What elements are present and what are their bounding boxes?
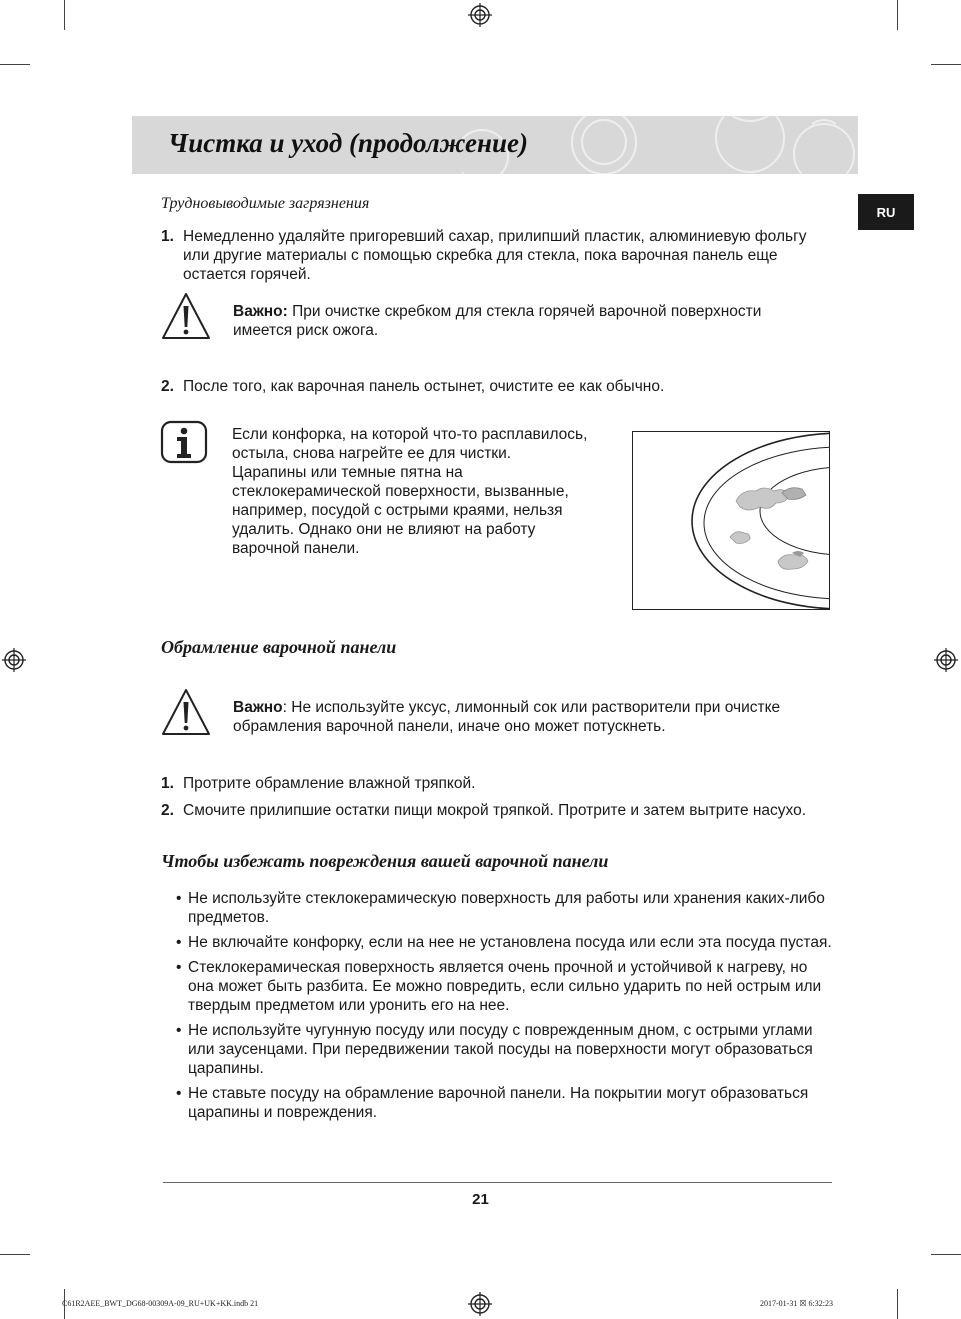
text-line: удалить. Однако они не влияют на работу <box>232 521 536 538</box>
text-line: остыла, снова нагрейте ее для чистки. <box>232 445 512 462</box>
language-tab: RU <box>858 194 914 230</box>
warning-icon <box>160 687 212 737</box>
header-band <box>132 116 858 174</box>
crop-mark <box>897 1289 898 1319</box>
registration-mark-icon <box>468 1292 492 1316</box>
step-text: Смочите прилипшие остатки пищи мокрой тряпкой. Протрите и затем вытрите насухо. <box>183 802 807 819</box>
info-text <box>232 425 587 558</box>
warning-line: имеется риск ожога. <box>233 322 379 339</box>
registration-mark-icon <box>2 648 26 672</box>
section-heading: Чтобы избежать повреждения вашей варочной панели <box>161 851 609 871</box>
step-text: После того, как варочная панель остынет, очистите ее как обычно. <box>183 378 665 395</box>
section-heading: Трудновыводимые загрязнения <box>161 195 370 212</box>
text-line: Немедленно удаляйте пригоревший сахар, прилипший пластик, алюминиевую фольгу <box>183 228 807 245</box>
step-number: 1. <box>161 228 174 245</box>
info-icon <box>160 420 208 464</box>
cooktop-illustration <box>632 431 830 610</box>
registration-mark-icon <box>468 3 492 27</box>
list-item: • Не используйте чугунную посуду или посуду с поврежденным дном, с острыми углами или заусенцами. При передвижении такой посуды на поверхности могут образоваться царапины. <box>175 1021 835 1078</box>
warning-line: : Не используйте уксус, лимонный сок или растворители при очистке <box>282 699 781 716</box>
text-line: Если конфорка, на которой что-то расплавилось, <box>232 426 588 443</box>
warning-text <box>233 698 780 736</box>
crop-mark <box>0 1254 30 1255</box>
warning-line: При очистке скребком для стекла горячей варочной поверхности <box>292 303 762 320</box>
list-item: • Не используйте стеклокерамическую поверхность для работы или хранения каких-либо предметов. <box>175 889 835 927</box>
text-line: Царапины или темные пятна на <box>232 464 463 481</box>
step-text: Протрите обрамление влажной тряпкой. <box>183 775 476 792</box>
text-line: стеклокерамической поверхности, вызванные, <box>232 483 569 500</box>
list-item: • Не ставьте посуду на обрамление варочной панели. На покрытии могут образоваться царапины и повреждения. <box>175 1084 835 1122</box>
page-title: Чистка и уход (продолжение) <box>168 128 529 158</box>
section-heading: Обрамление варочной панели <box>161 637 397 657</box>
warning-line: обрамления варочной панели, иначе оно может потускнеть. <box>233 718 666 735</box>
warning-icon <box>160 291 212 341</box>
step-text <box>183 227 806 284</box>
crop-mark <box>0 64 30 65</box>
warning-text <box>233 302 761 340</box>
footer-file-info: C61R2AEE_BWT_DG68-00309A-09_RU+UK+KK.indb 21 <box>62 1299 259 1308</box>
footer-rule <box>163 1182 832 1183</box>
crop-mark <box>931 1254 961 1255</box>
text-line: или другие материалы с помощью скребка для стекла, пока варочная панель еще <box>183 247 778 264</box>
step-number: 1. <box>161 775 174 792</box>
page-number: 21 <box>472 1191 489 1208</box>
bullet-list <box>175 889 835 1128</box>
list-item: • Не включайте конфорку, если на нее не установлена посуда или если эта посуда пустая. <box>175 933 835 952</box>
warning-label: Важно: <box>233 303 288 320</box>
warning-label: Важно <box>233 699 283 716</box>
step-number: 2. <box>161 378 174 395</box>
text-line: варочной панели. <box>232 540 360 557</box>
list-item: • Стеклокерамическая поверхность является очень прочной и устойчивой к нагреву, но она может быть разбита. Ее можно повредить, если сильно ударить по ней острым или твердым предметом или уронить его на нее. <box>175 958 835 1015</box>
crop-mark <box>931 64 961 65</box>
text-line: остается горячей. <box>183 266 311 283</box>
crop-mark <box>64 0 65 30</box>
step-number: 2. <box>161 802 174 819</box>
registration-mark-icon <box>934 648 958 672</box>
crop-mark <box>897 0 898 30</box>
text-line: например, посудой с острыми краями, нельзя <box>232 502 563 519</box>
footer-timestamp: 2017-01-31 ☒ 6:32:23 <box>760 1299 833 1308</box>
